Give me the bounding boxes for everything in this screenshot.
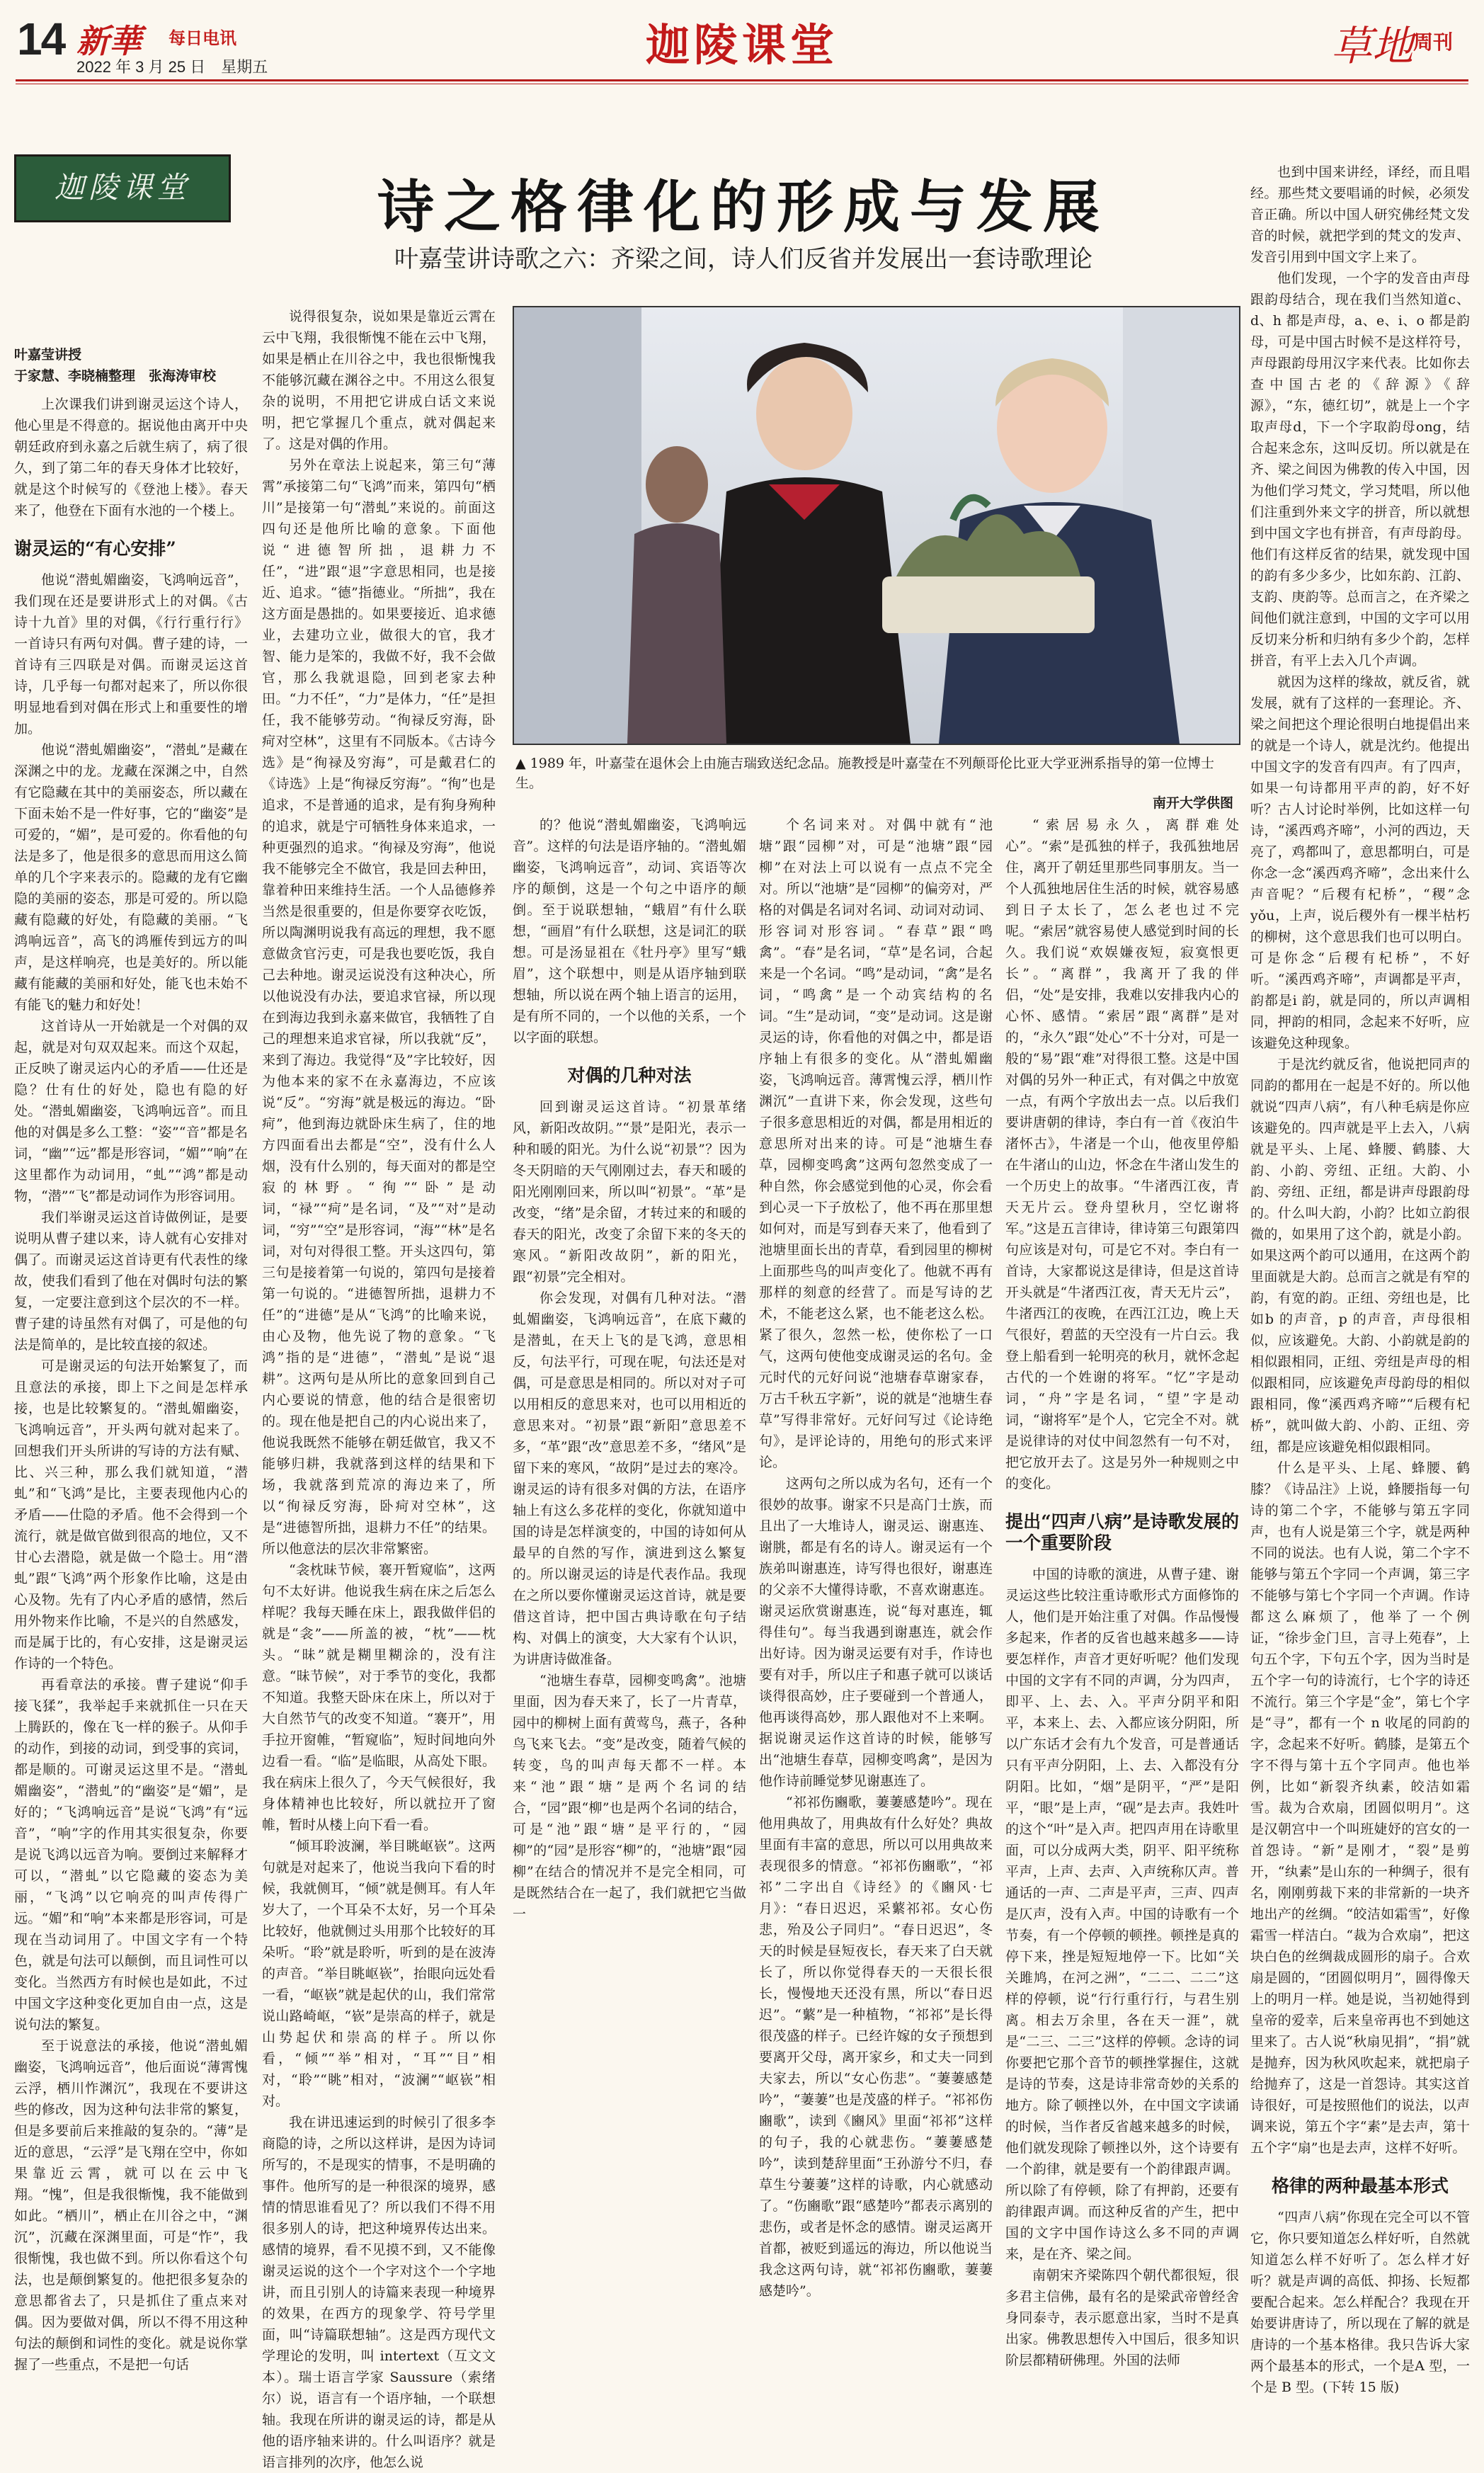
paragraph: 他说“潜虬媚幽姿，飞鸿响远音”，我们现在还是要讲形式上的对偶。《古诗十九首》里的对偶，《行行重行行》一首诗只有两句对偶。曹子建的诗，一首诗有三四联是对偶。而谢灵运这首诗，几乎每一句都对起来了，所以你很明显地看到对偶在形式上和重要性的增加。 bbox=[14, 572, 248, 737]
paragraph: “索居易永久，离群难处心”。“索”是孤独的样子，我孤独地居住，离开了朝廷里那些同事朋友。当一个人孤独地居住生活的时候，就容易感到日子太长了，怎么老也过不完呢。“索居”就容易使人感觉到时间的长久。我们说“欢娱嫌夜短，寂寞恨更长”。“离群”，我离开了我的伴侣，“处”是安排，我难以安排我内心的心怀、感情。“索居”跟“离群”是对的，“永久”跟“处心”不十分对，可是一般的“易”跟“难”对得很工整。这是中国对偶的另外一种正式，有对偶之中放宽一点，有两个字放出去一点。以后我们要讲唐朝的律诗，李白有一首《夜泊牛渚怀古》，牛渚是一个山，他夜里停船在牛渚山的山边，怀念在牛渚山发生的一个历史上的故事。“牛渚西江夜，青天无片云。登舟望秋月，空忆谢将军。”这是五言律诗，律诗第三句跟第四句应该是对句，可是它不对。李白有一首诗，大家都说这是律诗，但是这首诗开头就是“牛渚西江夜，青天无片云”，牛渚西江的夜晚，在西江江边，晚上天气很好，碧蓝的天空没有一片白云。我登上船看到一轮明亮的秋月，就怀念起古代的一个姓谢的将军。“忆”字是动词，“舟”字是名词，“望”字是动词，“谢将军”是个人，它完全不对。就是说律诗的对仗中间忽然有一句不对，把它放开去了。这是另外一种规则之中的变化。 bbox=[1005, 817, 1239, 1491]
paragraph: 于是沈约就反省，他说把同声的同韵的都用在一起是不好的。所以他就说“四声八病”，有八种毛病是你应该避免的。四声就是平上去入，八病就是平头、上尾、蜂腰、鹤膝、大韵、小韵、旁纽、正纽。大韵、小韵、旁纽、正纽，都是讲声母跟韵母的。什么叫大韵，小韵？比如立韵很微的，如果用了这个韵，就是小韵。如果这两个韵可以通用，在这两个韵里面就是大韵。总而言之就是有窄的韵，有宽的韵。正纽、旁纽也是，比如b 的声音，p 的声音，声母很相似，应该避免。大韵、小韵就是韵的相似跟相同，正纽、旁纽是声母的相似跟相同，应该避免声母韵母的相似跟相同，像“溪西鸡齐啼”“后稷有杞桥”，就叫做大韵、小韵、正纽、旁纽，都是应该避免相似跟相同。 bbox=[1250, 1057, 1470, 1455]
issue-date: 2022 年 3 月 25 日 星期五 bbox=[76, 58, 268, 76]
paragraph: “衾枕昧节候，褰开暂窥临”，这两句不太好讲。他说我生病在床之后怎么样呢？我每天睡在床上，跟我做伴侣的就是“衾”——所盖的被，“枕”——枕头。“昧”就是糊里糊涂的，没有注意。“昧节候”，对于季节的变化，我都不知道。我整天卧床在床上，所以对于大自然节气的改变不知道。“褰开”，用手拉开窗帷，“暂窥临”，短时间地向外边看一看。“临”是临眼，从高处下眼。我在病床上很久了，今天气候很好，我身体精神也比较好，所以就拉开了窗帷，暂时从楼上向下看一看。 bbox=[262, 1562, 496, 1833]
column-logo: 迦陵课堂 bbox=[14, 154, 231, 222]
article-photo bbox=[513, 306, 1240, 745]
section-heading: 谢灵运的“有心安排” bbox=[14, 538, 176, 559]
paragraph: 他们发现，一个字的发音由声母跟韵母结合，现在我们当然知道c、d、h 都是声母，a、e、i、o 都是韵母，可是中国古时候不是这样符号，声母跟韵母用汉字来代表。比如你去查中国古老的《辞源》《辞源》，“东，德红切”，就是上一个字取声母d，下一个字取韵母ong，结合起来念东，这叫反切。所以就是在齐、梁之间因为佛教的传入中国，因为他们学习梵文，学习梵唱，所以他们注重到外来文字的拼音，所以就想到中国文字也有拼音，有声母韵母。他们有这样反省的结果，就发现中国的韵有多少多少，比如东韵、江韵、支韵、庚韵等。总而言之，在齐梁之间他们就注意到，中国的文字可以用反切来分析和归纳有多少个韵，怎样拼音，有平上去入几个声调。 bbox=[1250, 271, 1470, 669]
article-column-6 bbox=[1250, 161, 1470, 2395]
photo-caption bbox=[515, 754, 1233, 813]
section-heading: 格律的两种最基本形式 bbox=[1271, 2176, 1449, 2196]
article-subtitle: 叶嘉莹讲诗歌之六：齐梁之间，诗人们反省并发展出一套诗歌理论 bbox=[394, 245, 1092, 273]
paragraph: 至于说意法的承接，他说“潜虬媚幽姿，飞鸿响远音”，他后面说“薄霄愧云浮，栖川怍渊沉”，我现在不要讲这些的修改，因为这种句法非常的繁复，但是多要前后来推敲的复杂的。“薄”是近的意思，“云浮”是飞翔在空中，你如果靠近云霄，就可以在云中飞翔。“愧”，但是我很惭愧，我不能做到如此。“栖川”，栖止在川谷之中，“渊沉”，沉藏在深渊里面，可是“怍”，我很惭愧，我也做不到。所以你看这个句法，也是颠倒繁复的。他把很多复杂的意思都省去了，只是抓住了重点来对偶。因为要做对偶，所以不得不用这种句法的颠倒和词性的变化。就是说你掌握了一些重点，不是把一句话 bbox=[14, 2038, 248, 2372]
paragraph: 的？他说“潜虬媚幽姿，飞鸿响远音”。这样的句法是语序轴的。“潜虬媚幽姿，飞鸿响远音”，动词、宾语等次序的颠倒，这是一个句之中语序的颠倒。至于说联想轴，“蛾眉”有什么联想，“画眉”有什么联想，这是词汇的联想。可是汤显祖在《牡丹亭》里写“蛾眉”，这个联想中，则是从语序轴到联想轴，所以说在两个轴上语言的运用，是有所不同的，一个以他的关系，一个以字面的联想。 bbox=[513, 817, 746, 1045]
paragraph: 这首诗从一开始就是一个对偶的双起，就是对句双双起来。而这个双起，正反映了谢灵运内心的矛盾——仕还是隐？仕有仕的好处，隐也有隐的好处。“潜虬媚幽姿，飞鸿响远音”。而且他的对偶是多么工整：“姿”“音”都是名词，“幽”“远”都是形容词，“媚”“响”在这里都作为动词用，“虬”“鸿”都是动物，“潜”“飞”都是动词作为形容词用。 bbox=[14, 1018, 248, 1204]
section-title: 迦陵课堂 bbox=[645, 19, 838, 71]
article-column-4 bbox=[759, 814, 993, 2299]
article-column-2 bbox=[262, 306, 496, 2470]
byline bbox=[14, 344, 248, 387]
paragraph: 也到中国来讲经，译经，而且唱经。那些梵文要唱诵的时候，必须发音正确。所以中国人研究佛经梵文发音的时候，就把学到的梵文的发声、发音引用到中国文字上来了。 bbox=[1250, 164, 1470, 265]
newspaper-edition: 每日电讯 bbox=[169, 28, 236, 48]
paragraph: 中国的诗歌的演进，从曹子建、谢灵运这些比较注重诗歌形式方面修饰的人，他们是开始注重了对偶。作品慢慢多起来，作者的反省也越来越多——诗要怎样作，声音才更好听呢？他们发现中国的文字有不同的声调，分为四声，即平、上、去、入。平声分阴平和阳平，本来上、去、入都应该分阴阳，所以广东话才会有九个发音，可是普通话只有平声分阴阳，上、去、入都没有分阴阳。比如，“烟”是阴平，“严”是阳平，“眼”是上声，“砚”是去声。我姓叶的这个“叶”是入声。把四声用在诗歌里面，可以分成两大类，阴平、阳平统称平声，上声、去声、入声统称仄声。普通话的一声、二声是平声，三声、四声是仄声，没有入声。中国的诗歌有一个节奏，有一个停顿的顿挫。顿挫是真的停下来，挫是短短地停一下。比如“关关雎鸠，在河之洲”，“二二、二二”这样的停顿，说“行行重行行，与君生别离。相去万余里，各在天一涯”，就是“二三、二三”这样的停顿。念诗的词你要把它那个音节的顿挫掌握住，这就是诗的节奏，这是诗非常奇妙的关系的地方。除了顿挫以外，在中国文字读诵的时候，当作者反省越来越多的时候，他们就发现除了顿挫以外，这个诗要有一个韵律，就是要有一个韵律跟声调。所以除了有停顿，除了有押韵，还要有韵律跟声调。而这种反省的产生，把中国的文字中国作诗这么多不同的声调来，是在齐、梁之间。 bbox=[1005, 1567, 1239, 2262]
supplement-tag: 周刊 bbox=[1413, 30, 1454, 54]
supplement-logo: 草地 bbox=[1331, 22, 1414, 70]
paragraph: “四声八病”你现在完全可以不管它，你只要知道怎么样好听，自然就知道怎么样不好听了。怎么样才好听？就是声调的高低、抑扬、长短都要配合起来。怎么样配合？我现在开始要讲唐诗了，所以现在了解的就是唐诗的一个基本格律。我只告诉大家两个最基本的形式，一个是A 型，一个是 B 型。(下转 15 版) bbox=[1250, 2210, 1470, 2395]
paragraph: 个名词来对。对偶中就有“池塘”跟“园柳”对，可是“池塘”跟“园柳”在对法上可以说有一点点不完全对。所以“池塘”是“园柳”的偏旁对，严格的对偶是名词对名词、动词对动词、形容词对形容词。“春草”跟“鸣禽”。“春”是名词，“草”是名词，合起来是一个名词。“鸣”是动词，“禽”是名词，“鸣禽”是一个动宾结构的名词。“生”是动词，“变”是动词。这是谢灵运的诗，你看他的对偶之中，都是语序轴上有很多的变化。从“潜虬媚幽姿，飞鸿响远音。薄霄愧云浮，栖川怍渊沉”一直讲下来，你会发现，这些句子很多意思相近的对偶，都是用相近的意思所对出来的诗。可是“池塘生春草，园柳变鸣禽”这两句忽然变成了一种自然，你会感觉到他的心灵，你会看到心灵一下子放松了，他不再在那里想如何对，而是写到春天来了，他看到了池塘里面长出的青草，看到园里的柳树上面那些鸟的叫声变化了。他就不再有那样的刻意的经营了。而是写诗的艺术，不能老这么紧，也不能老这么松。紧了很久，忽然一松，使你松了一口气，这两句使他变成谢灵运的名句。金元时代的元好问说“池塘春草谢家春，万古千秋五字新”，说的就是“池塘生春草”写得非常好。元好问写过《论诗绝句》，是评论诗的，用绝句的形式来评论。 bbox=[759, 817, 993, 1470]
paragraph: 说得很复杂，说如果是靠近云霄在云中飞翔，我很惭愧不能在云中飞翔，如果是栖止在川谷之中，我也很惭愧我不能够沉藏在渊谷之中。不用这么很复杂的说明，不用把它讲成白话文来说明，把它掌握几个重点，就对偶起来了。这是对偶的作用。 bbox=[262, 309, 496, 452]
caption-text: ▲ 1989 年，叶嘉莹在退休会上由施吉瑞致送纪念品。施教授是叶嘉莹在不列颠哥伦比亚大学亚洲系指导的第一位博士生。 bbox=[515, 756, 1215, 791]
photo-illustration bbox=[514, 307, 1239, 744]
paragraph: 他说“潜虬媚幽姿”，“潜虬”是藏在深渊之中的龙。龙藏在深渊之中，自然有它隐藏在其中的美丽姿态，所以藏在下面未始不是一件好事，它的“幽姿”是可爱的，“媚”，是可爱的。你看他的句法是多了，他是很多的意思而用这么简单的几个字来表示的。隐藏的龙有它幽隐的美丽的姿态，那是可爱的。所以隐藏有隐藏的好处，有隐藏的美丽。“飞鸿响远音”，高飞的鸿雁传到远方的叫声，是这样响亮，也是美好的。所以能藏有能藏的美丽和好处，能飞也未始不有能飞的魅力和好处！ bbox=[14, 742, 248, 1013]
page-number: 14 bbox=[17, 13, 65, 64]
paragraph: “池塘生春草，园柳变鸣禽”。池塘里面，因为春天来了，长了一片青草，园中的柳树上面有黄莺鸟，燕子，各种鸟飞来飞去。“变”是改变，随着气候的转变，鸟的叫声每天都不一样。本来“池”跟“塘”是两个名词的结合，“园”跟“柳”也是两个名词的结合，可是“池”跟“塘”是平行的，“园柳”的“园”是形容“柳”的，“池塘”跟“园柳”在结合的情况并不是完全相同，可是既然结合在一起了，我们就把它当做一 bbox=[513, 1673, 746, 1922]
paragraph: 你会发现，对偶有几种对法。“潜虬媚幽姿，飞鸿响远音”，在底下藏的是潜虬，在天上飞的是飞鸿，意思相反，句法平行，可现在呢，句法还是对偶，可是意思是相同的。所以对对子可以用相反的意思来对，也可以用相近的意思来对。“初景”跟“新阳”意思差不多，“革”跟“改”意思差不多，“绪风”是留下来的寒风，“故阴”是过去的寒冷。谢灵运的诗有很多对偶的方法，在语序轴上有这么多花样的变化，你就知道中国的诗是怎样演变的，中国的诗如何从最早的自然的写作，演进到这么繁复的。所以谢灵运的诗是代表作品。我现在之所以要你懂谢灵运这首诗，就是要借这首诗，把中国古典诗歌在句子结构、对偶上的演变，大大家有个认识，为讲唐诗做准备。 bbox=[513, 1290, 746, 1667]
paragraph: “祁祁伤豳歌，萋萋感楚吟”。现在他用典故了，用典故有什么好处？典故里面有丰富的意思，所以可以用典故来表现很多的情意。“祁祁伤豳歌”，“祁祁”二字出自《诗经》的《豳风·七月》：“春日迟迟，采蘩祁祁。女心伤悲，殆及公子同归”。“春日迟迟”，冬天的时候是昼短夜长，春天来了白天就长了，所以你觉得春天的一天很长很长，慢慢地天还没有黑，所以“春日迟迟”。“蘩”是一种植物，“祁祁”是长得很茂盛的样子。已经许嫁的女子预想到要离开父母，离开家乡，和丈夫一同到夫家去，所以“女心伤悲”。“萋萋感楚吟”，“萋萋”也是茂盛的样子。“祁祁伤豳歌”，读到《豳风》里面“祁祁”这样的句子，我的心就悲伤。“萋萋感楚吟”，读到楚辞里面“王孙游兮不归，春草生兮萋萋”这样的诗歌，内心就感动了。“伤豳歌”跟“感楚吟”都表示离别的悲伤，或者是怀念的感情。谢灵运离开首都，被贬到遥远的海边，所以他说当我念这两句诗，就“祁祁伤豳歌，萋萋感楚吟”。 bbox=[759, 1795, 993, 2299]
section-heading: 对偶的几种对法 bbox=[567, 1065, 692, 1086]
paragraph: 另外在章法上说起来，第三句“薄霄”承接第二句“飞鸿”而来，第四句“栖川”是接第一句“潜虬”来说的。前面这四句还是他所比喻的意象。下面他说“进德智所拙，退耕力不任”，“进”跟“退”字意思相同，也是接近、追求。“德”指德业。“所拙”，我在这方面是愚拙的。如果要接近、追求德业，去建功立业，做很大的官，我才智、能力是笨的，我做不好，我不会做官，那么我就退隐，回到老家去种田。“力不任”，“力”是体力，“任”是担任，我不能够劳动。“徇禄反穷海，卧疴对空林”，这里有不同版本。《古诗今选》是“徇禄及穷海”，可是戴君仁的《诗选》上是“徇禄反穷海”。“徇”也是追求，不是普通的追求，是有狗身殉种的追求，就是宁可牺牲身体来追求，一种更强烈的追求。“徇禄及穷海”，他说我不能够完全不做官，我是回去种田，靠着种田来维持生活。一个人品德修养当然是很重要的，但是你要穿衣吃饭，所以陶渊明说我有高远的理想，我不愿意做贪官污吏，可是我也要吃饭，我自己去种地。谢灵运说没有这种决心，所以他说没有办法，要追求官禄，所以现在到海边我到永嘉来做官，我牺牲了自己的理想来追求官禄，所以我就“反”，来到了海边。我觉得“及”字比较好，因为他本来的家不在永嘉海边，不应该说“反”。“穷海”就是极远的海边。“卧疴”，他到海边就卧床生病了，住的地方四面看出去都是“空”，没有什么人烟，没有什么别的，每天面对的都是空寂的林野。“徇”“卧”是动词，“禄”“疴”是名词，“及”“对”是动词，“穷”“空”是形容词，“海”“林”是名词，对句对得很工整。开头这四句，第三句是接着第一句说的，第四句是接着第一句说的。“进德智所拙，退耕力不任”的“进德”是从“飞鸿”的比喻来说，由心及物，他先说了物的意象。“飞鸿”指的是“进德”，“潜虬”是说“退耕”。这两句是从所比的意象回到自己内心要说的情意，他的结合是很密切的。现在他是把自己的内心说出来了，他说我既然不能够在朝廷做官，我又不能够归耕，我就落到这样的结果和下场，我就落到荒凉的海边来了，所以“徇禄反穷海，卧疴对空林”，这是“进德智所拙，退耕力不任”的结果。所以他意法的层次非常繁密。 bbox=[262, 457, 496, 1557]
section-heading: 提出“四声八病”是诗歌发展的一个重要阶段 bbox=[1005, 1511, 1239, 1553]
paragraph: 再看章法的承接。曹子建说“仰手接飞猱”，我举起手来就抓住一只在天上腾跃的，像在飞一样的猴子。从仰手的动作，到接的动词，到受事的宾词，都是顺的。可谢灵运这里不是。“潜虬媚幽姿”，“潜虬”的“幽姿”是“媚”，是好的；“飞鸿响远音”是说“飞鸿”有“远音”，“响”字的作用其实很复杂，你要是说飞鸿以远音为响。要倒过来解释才可以，“潜虬”以它隐藏的姿态为美丽，“飞鸿”以它响亮的叫声传得广远。“媚”和“响”本来都是形容词，可是现在当动词用了。中国文字有一个特色，就是句法可以颠倒，而且词性可以变化。当然西方有时候也是如此，不过中国文字这种变化更加自由一点，这是说句法的繁复。 bbox=[14, 1677, 248, 2033]
byline-editors: 于家慧、李晓楠整理 张海涛审校 bbox=[14, 368, 217, 384]
paragraph: “倾耳聆波澜，举目眺岖嵚”。这两句就是对起来了，他说当我向下看的时候，我就侧耳，“倾”就是侧耳。有人年岁大了，一个耳朵不太好，另一个耳朵比较好，他就侧过头用那个比较好的耳朵听。“聆”就是聆听，听到的是在波涛的声音。“举目眺岖嵚”，抬眼向远处看一看，“岖嵚”就是起伏的山，我们常常说山路崎岖，“嵚”是崇高的样子，就是山势起伏和崇高的样子。所以你看，“倾”“举”相对，“耳”“目”相对，“聆”“眺”相对，“波澜”“岖嵚”相对。 bbox=[262, 1838, 496, 2109]
paragraph: 南朝宋齐梁陈四个朝代都很短，很多君主信佛，最有名的是梁武帝曾经舍身同泰寺，表示愿意出家，当时不是真出家。佛教思想传入中国后，很多知识阶层都精研佛理。外国的法师 bbox=[1005, 2268, 1239, 2368]
header-divider bbox=[16, 79, 1468, 81]
article-column-5 bbox=[1005, 814, 1239, 2368]
paragraph: 回到谢灵运这首诗。“初景革绪风，新阳改故阴。”“景”是阳光，表示一种和暖的阳光。为什么说“初景”？因为冬天阴暗的天气刚刚过去，春天和暖的阳光刚刚回来，所以叫“初景”。“革”是改变，“绪”是余留，才转过来的和暖的春天的阳光，改变了余留下来的冬天的寒风。“新阳改故阴”，新的阳光，跟“初景”完全相对。 bbox=[513, 1099, 746, 1285]
article-column-3 bbox=[513, 814, 746, 2137]
paragraph: 上次课我们讲到谢灵运这个诗人，他心里是不得意的。据说他由离开中央朝廷政府到永嘉之后就生病了，病了很久，到了第二年的春天身体才比较好，就是这个时候写的《登池上楼》。春天来了，他登在下面有水池的一个楼上。 bbox=[14, 397, 248, 518]
paragraph: 什么是平头、上尾、蜂腰、鹤膝？《诗品注》上说，蜂腰指每一句诗的第二个字，不能够与第五字同声，也有人说是第三个字，就是两种不同的说法。也有人说，第二个字不能够与第五个字同一个声调，第三字不能够与第七个字同一个声调。作诗都这么麻烦了，他举了一个例证，“徐步金门旦，言寻上苑春”，上句五个字，下句五个字，因为当时是五个字一句的诗流行，七个字的诗还不流行。第三个字是“金”，第七个字是“寻”，都有一个 n 收尾的同韵的字，念起来不好听。鹤膝，是第五个字不得与第十五个字同声。他也举例，比如“新裂齐纨素，皎洁如霜雪。裁为合欢扇，团圆似明月”。这是汉朝宫中一个叫班婕妤的宫女的一首怨诗。“新”是刚才，“裂”是剪开，“纨素”是山东的一种绸子，很有名，刚刚剪裁下来的非常新的一块齐地出产的丝绸。“皎洁如霜雪”，好像霜雪一样洁白。“裁为合欢扇”，把这块白色的丝绸裁成圆形的扇子。合欢扇是圆的，“团圆似明月”，圆得像天上的明月一样。她是说，当初她得到皇帝的爱幸，后来皇帝再也不到她这里来了。古人说“秋扇见捐”，“捐”就是抛弃，因为秋风吹起来，就把扇子给抛弃了，这是一首怨诗。其实这首诗很好，可是按照他们的说法，以声调来说，第五个字“素”是去声，第十五个字“扇”也是去声，这样不好听。 bbox=[1250, 1460, 1470, 2156]
article-title: 诗之格律化的形成与发展 bbox=[377, 174, 1109, 240]
photo-credit: 南开大学供图 bbox=[1152, 795, 1233, 811]
byline-lecturer: 叶嘉莹讲授 bbox=[14, 347, 82, 363]
paragraph: 我在讲迅速运到的时候引了很多李商隐的诗，之所以这样讲，是因为诗词所写的，不是现实的情事，不是明确的事件。他所写的是一种很深的境界，感情的情思谁看见了？所以我们不得不用很多别人的诗，把这种境界传达出来。感情的境界，看不见摸不到，又不能像谢灵运说的这个一个字对这个一个字地讲，而且引别人的诗篇来表现一种境界的效果，在西方的现象学、符号学里面，叫“诗篇联想轴”。这是西方现代文学理论的发明，叫 intertext（互文文本）。瑞士语言学家 Saussure（索绪尔）说，语言有一个语序轴，一个联想轴。我现在所讲的谢灵运的诗，都是从他的语序轴来讲的。什么叫语序？就是语言排列的次序，他怎么说 bbox=[262, 2115, 496, 2470]
paragraph: 就因为这样的缘故，就反省，就发展，就有了这样的一套理论。齐、梁之间把这个理论很明白地提倡出来的就是一个诗人，就是沈约。他提出中国文字的发音有四声。有了四声，如果一句诗都用平声的韵，好不好听？古人讨论时举例，比如这样一句诗，“溪西鸡齐啼”，小河的西边，天亮了，鸡都叫了，意思都明白，可是你念一念“溪西鸡齐啼”，念出来什么声音呢？“后稷有杞桥”，“稷”念yǒu，上声，说后稷外有一棵半枯朽的柳树，这个意思我们也可以明白。可是你念“后稷有杞桥”，不好听。“溪西鸡齐啼”，声调都是平声，韵都是i 韵，就是同的，所以声调相同，押韵的相同，念起来不好听，应该避免这种现象。 bbox=[1250, 674, 1470, 1051]
paragraph: 我们举谢灵运这首诗做例证，是要说明从曹子建以来，诗人就有心安排对偶了。而谢灵运这首诗更有代表性的缘故，使我们看到了他在对偶时句法的繁复，一定要注意到这个层次的不一样。曹子建的诗虽然有对偶了，可是他的句法是简单的，是比较直接的叙述。 bbox=[14, 1210, 248, 1353]
paragraph: 可是谢灵运的句法开始繁复了，而且意法的承接，即上下之间是怎样承接，也是比较繁复的。“潜虬媚幽姿，飞鸿响远音”，开头两句就对起来了。回想我们开头所讲的写诗的方法有赋、比、兴三种，那么我们就知道，“潜虬”和“飞鸿”是比，主要表现他内心的矛盾——仕隐的矛盾。他不会得到一个流行，就是做官做到很高的地位，又不甘心去潜隐，就是做一个隐士。用“潜虬”跟“飞鸿”两个形象作比喻，这是由心及物。先有了内心矛盾的感情，然后用外物来作比喻，不是兴的自然感发，而是属于比的，有心安排，这是谢灵运作诗的一个特色。 bbox=[14, 1358, 248, 1671]
newspaper-brand: 新華 bbox=[76, 22, 142, 60]
article-column-1 bbox=[14, 394, 248, 2372]
paragraph: 这两句之所以成为名句，还有一个很妙的故事。谢家不只是高门士族，而且出了一大堆诗人，谢灵运、谢惠连、谢朓，都是有名的诗人。谢灵运有一个族弟叫谢惠连，诗写得也很好，谢惠连的父亲不大懂得诗歌，不喜欢谢惠连。谢灵运欣赏谢惠连，说“每对惠连，辄得佳句”。每当我遇到谢惠连，就会作出好诗。因为谢灵运要有对手，作诗也要有对手，所以庄子和惠子就可以谈话谈得很高妙，庄子要碰到一个普通人，他再谈得高妙，那人跟他对不上来啊。据说谢灵运作这首诗的时候，能够写出“池塘生春草，园柳变鸣禽”，是因为他作诗前睡觉梦见谢惠连了。 bbox=[759, 1476, 993, 1789]
